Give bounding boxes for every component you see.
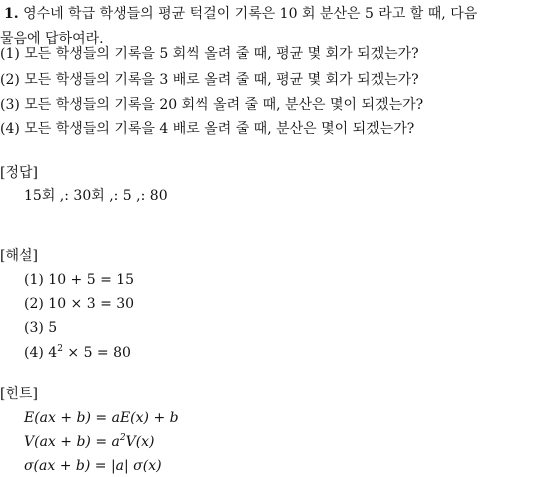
question-2: (2) 모든 학생들의 기록을 3 배로 올려 줄 때, 평균 몇 회가 되겠는가? <box>0 72 419 88</box>
hint-formula-variance <box>24 432 155 452</box>
question-4: (4) 모든 학생들의 기록을 4 배로 올려 줄 때, 분산은 몇이 되겠는가? <box>0 121 415 137</box>
solution-item-4-suffix: × 5 = 80 <box>62 345 131 361</box>
problem-line-1 <box>4 4 477 24</box>
answer-heading: [정답] <box>0 165 38 181</box>
hint-heading: [힌트] <box>0 386 38 402</box>
answer-text: 15회 ,: 30회 ,: 5 ,: 80 <box>24 188 168 204</box>
solution-item-2: (2) 10 × 3 = 30 <box>24 296 135 312</box>
solution-item-4-prefix: (4) 4 <box>24 345 58 361</box>
hint-formula-expectation: E(ax + b) = aE(x) + b <box>24 410 179 426</box>
solution-item-4 <box>24 343 131 363</box>
solution-item-4-exponent: 2 <box>57 344 63 354</box>
hint-formula-variance-exponent: 2 <box>119 433 126 443</box>
hint-formula-variance-suffix: V(x) <box>125 434 155 450</box>
question-1: (1) 모든 학생들의 기록을 5 회씩 올려 줄 때, 평균 몇 회가 되겠는가? <box>0 46 419 62</box>
solution-heading: [해설] <box>0 248 38 264</box>
problem-number: 1. <box>4 6 19 22</box>
problem-line-2: 물음에 답하여라. <box>0 31 104 47</box>
hint-formula-variance-prefix: V(ax + b) = a <box>24 434 120 450</box>
solution-item-1: (1) 10 + 5 = 15 <box>24 272 135 288</box>
question-3: (3) 모든 학생들의 기록을 20 회씩 올려 줄 때, 분산은 몇이 되겠는가? <box>0 97 424 113</box>
solution-item-3: (3) 5 <box>24 320 58 336</box>
hint-formula-stddev: σ(ax + b) = |a| σ(x) <box>24 458 162 474</box>
problem-text-1: 영수네 학급 학생들의 평균 턱걸이 기록은 10 회 분산은 5 라고 할 때, 다음 <box>23 6 478 22</box>
